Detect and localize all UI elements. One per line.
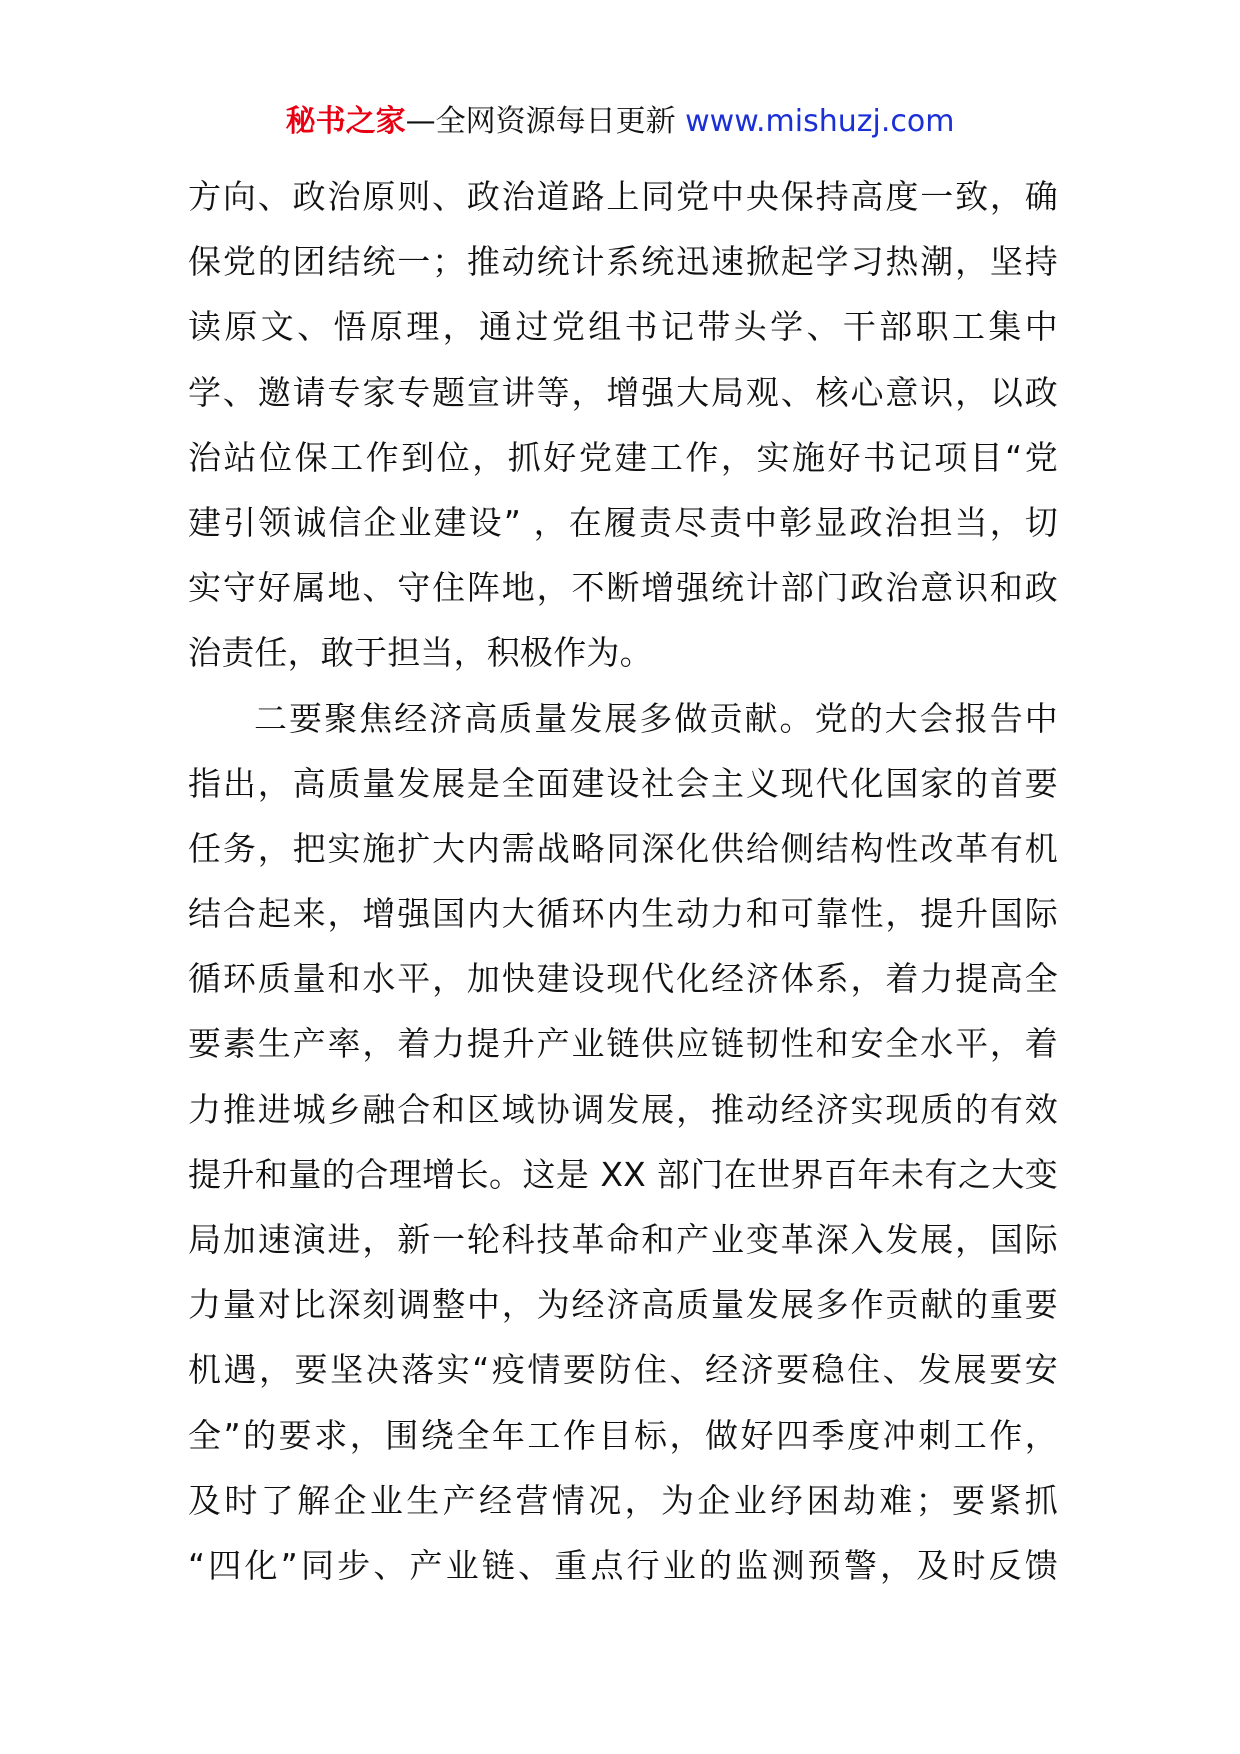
text-line: 建引领诚信企业建设” ，在履责尽责中彰显政治担当，切 [188,502,1058,542]
text-line: 结合起来，增强国内大循环内生动力和可靠性，提升国际 [188,894,1058,934]
text-line: 全”的要求，围绕全年工作目标，做好四季度冲刺工作， [188,1415,1058,1455]
header-brand: 秘书之家 [285,104,406,139]
text-line: 局加速演进，新一轮科技革命和产业变革深入发展，国际 [188,1220,1058,1259]
text-line: 力量对比深刻调整中，为经济高质量发展多作贡献的重要 [188,1285,1058,1325]
text-line: 保党的团结统一；推动统计系统迅速掀起学习热潮，坚持 [188,242,1058,282]
text-line: 方向、政治原则、政治道路上同党中央保持高度一致，确 [188,177,1058,216]
text-line: 及时了解企业生产经营情况，为企业纾困劫难；要紧抓 [188,1480,1058,1520]
text-line: 读原文、悟原理，通过党组书记带头学、干部职工集中 [188,307,1058,347]
text-line: 学、邀请专家专题宣讲等，增强大局观、核心意识，以政 [188,372,1058,412]
text-line: 实守好属地、守住阵地，不断增强统计部门政治意识和政 [188,568,1058,608]
text-line: 力推进城乡融合和区域协调发展，推动经济实现质的有效 [188,1089,1058,1129]
text-line: “四化”同步、产业链、重点行业的监测预警，及时反馈 [188,1545,1058,1585]
text-line: 机遇，要坚决落实“疫情要防住、经济要稳住、发展要安 [188,1350,1058,1390]
header-tagline: —全网资源每日更新 [405,104,686,139]
text-line: 提升和量的合理增长。这是 XX 部门在世界百年未有之大变 [188,1154,1058,1194]
text-line: 治责任，敢于担当，积极作为。 [188,633,653,673]
text-line: 循环质量和水平，加快建设现代化经济体系，着力提高全 [188,959,1058,999]
text-line: 治站位保工作到位，抓好党建工作，实施好书记项目“党 [188,437,1058,477]
text-line: 二要聚焦经济高质量发展多做贡献。党的大会报告中 [254,698,1058,738]
page-header [0,100,1240,144]
text-line: 任务，把实施扩大内需战略同深化供给侧结构性改革有机 [188,828,1058,868]
text-line: 指出，高质量发展是全面建设社会主义现代化国家的首要 [188,763,1058,803]
document-body [188,164,1058,1598]
text-line: 要素生产率，着力提升产业链供应链韧性和安全水平，着 [188,1024,1058,1064]
header-url-link[interactable]: www.mishuzj.com [685,104,955,139]
